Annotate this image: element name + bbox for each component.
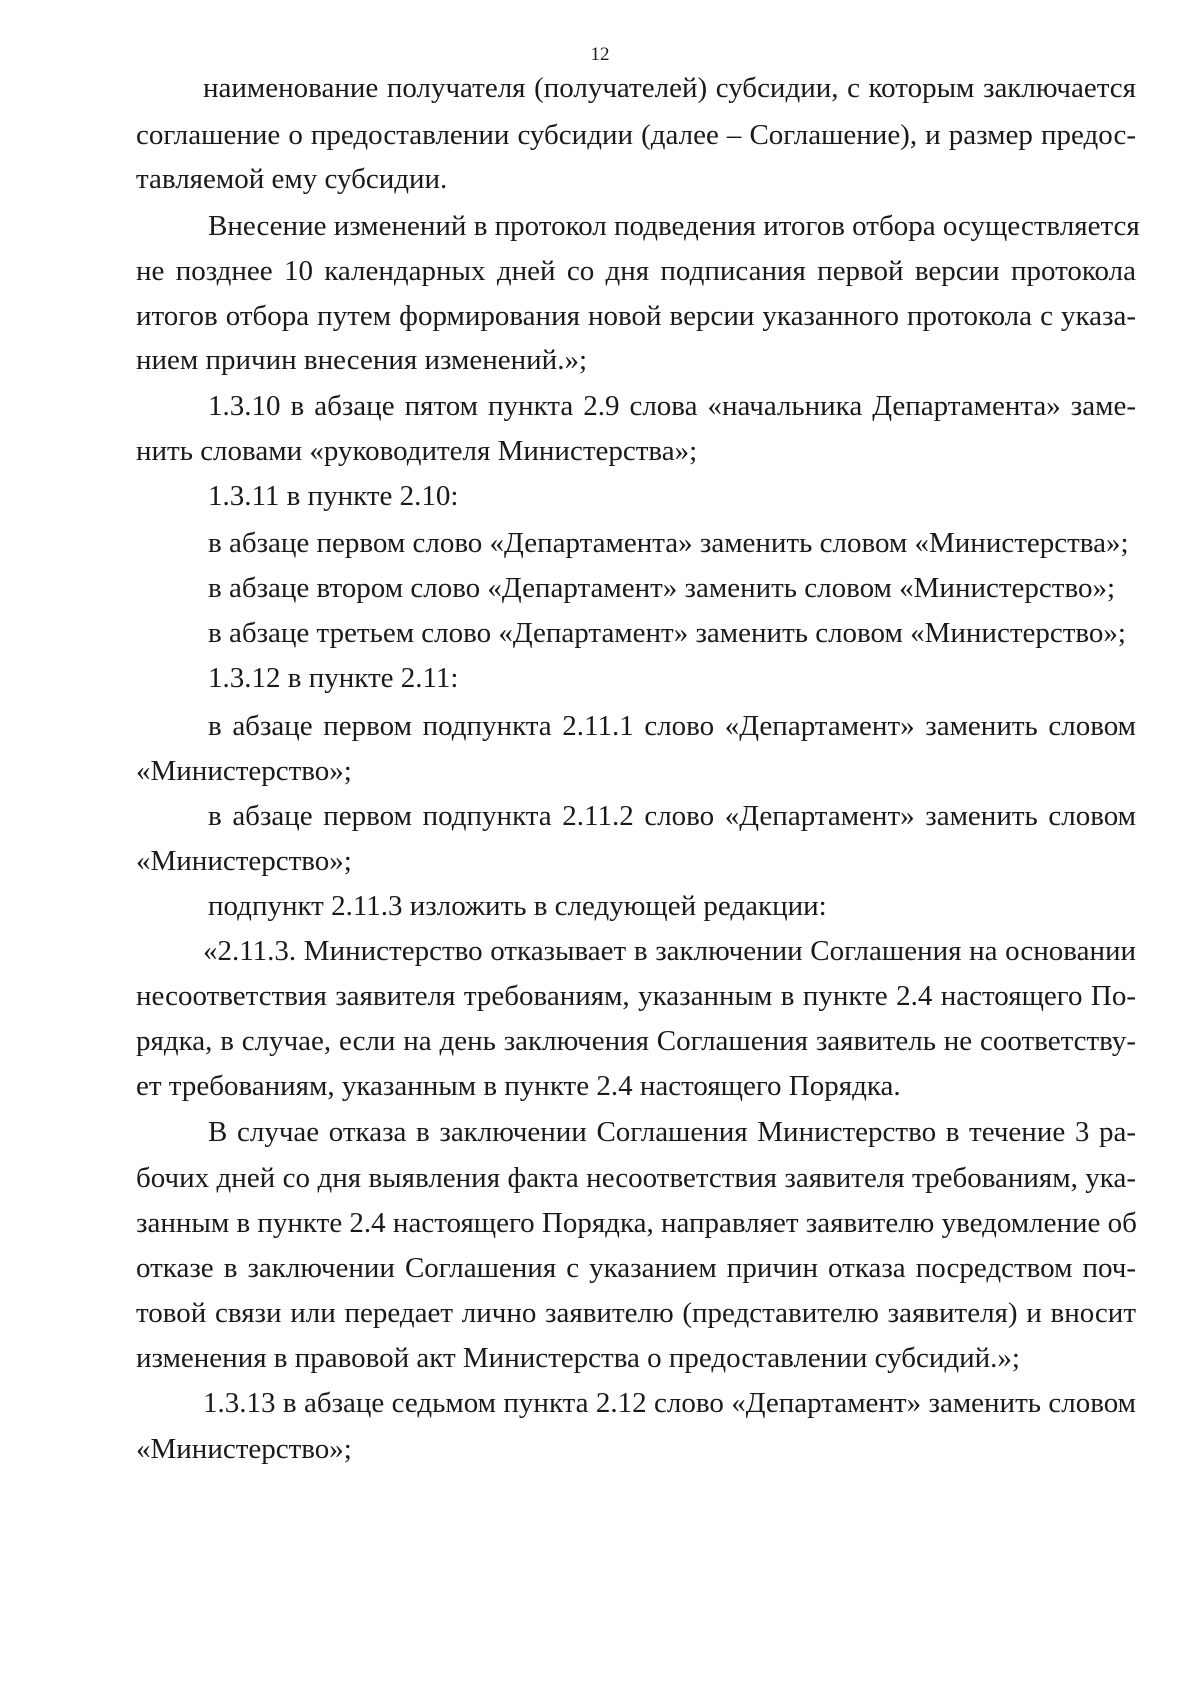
text-line: Внесение изменений в протокол подведения итогов отбора осуществляется [208,210,1140,242]
text-line: ет требованиям, указанным в пункте 2.4 настоящего Порядка. [136,1070,901,1102]
text-line: подпункт 2.11.3 изложить в следующей редакции: [208,890,827,922]
text-line: наименование получателя (получателей) субсидии, с которым заключается [203,72,1136,104]
text-line: в абзаце первом подпункта 2.11.1 слово «Департамент» заменить словом [208,710,1136,742]
text-line: В случае отказа в заключении Соглашения Министерство в течение 3 ра- [208,1116,1136,1148]
text-line: рядка, в случае, если на день заключения Соглашения заявитель не соответству- [136,1025,1136,1057]
text-line: «Министерство»; [136,755,352,787]
text-line: 1.3.11 в пункте 2.10: [208,480,459,512]
text-line: в абзаце первом подпункта 2.11.2 слово «Департамент» заменить словом [208,800,1136,832]
text-line: 1.3.10 в абзаце пятом пункта 2.9 слова «начальника Департамента» заме- [208,390,1136,422]
text-line: несоответствия заявителя требованиям, указанным в пункте 2.4 настоящего По- [136,980,1136,1012]
text-line: изменения в правовой акт Министерства о предоставлении субсидий.»; [136,1342,1020,1374]
text-line: соглашение о предоставлении субсидии (далее – Соглашение), и размер предос- [136,119,1136,151]
text-line: тавляемой ему субсидии. [136,163,448,195]
text-line: 1.3.12 в пункте 2.11: [208,662,459,694]
text-line: 1.3.13 в абзаце седьмом пункта 2.12 слово «Департамент» заменить словом [203,1387,1136,1419]
text-line: товой связи или передает лично заявителю (представителю заявителя) и вносит [136,1297,1136,1329]
text-line: итогов отбора путем формирования новой версии указанного протокола с указа- [136,300,1136,332]
text-line: занным в пункте 2.4 настоящего Порядка, направляет заявителю уведомление об [136,1207,1137,1239]
text-line: в абзаце третьем слово «Департамент» заменить словом «Министерство»; [208,617,1126,649]
text-line: в абзаце первом слово «Департамента» заменить словом «Министерства»; [208,527,1129,559]
text-line: в абзаце втором слово «Департамент» заменить словом «Министерство»; [208,572,1116,604]
page-number: 12 [590,44,610,65]
text-line: не позднее 10 календарных дней со дня подписания первой версии протокола [136,255,1136,287]
text-line: «Министерство»; [136,1433,352,1465]
text-line: отказе в заключении Соглашения с указанием причин отказа посредством поч- [136,1252,1136,1284]
text-line: нить словами «руководителя Министерства»; [136,435,698,467]
text-line: «2.11.3. Министерство отказывает в заключении Соглашения на основании [203,935,1136,967]
text-line: бочих дней со дня выявления факта несоответствия заявителя требованиям, ука- [136,1162,1136,1194]
text-line: нием причин внесения изменений.»; [136,344,588,376]
text-line: «Министерство»; [136,845,352,877]
